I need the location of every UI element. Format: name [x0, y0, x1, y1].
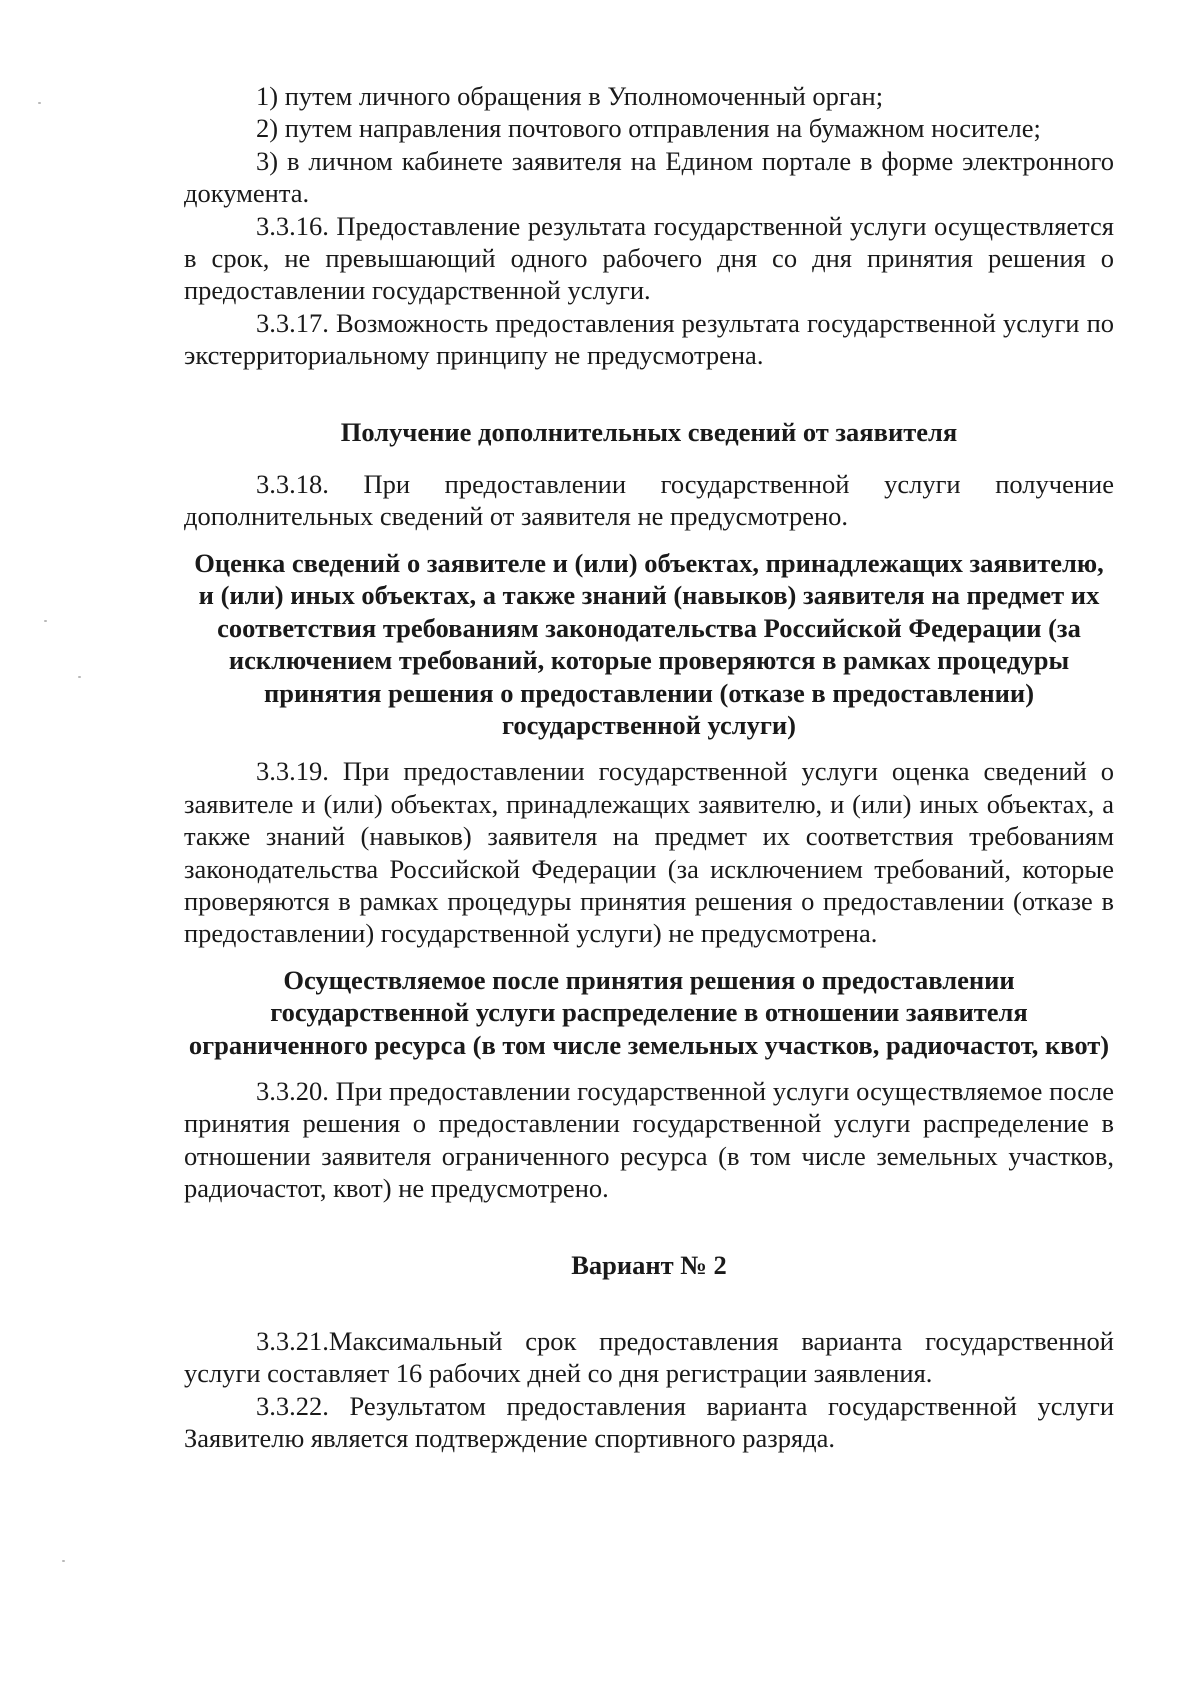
spacer: [184, 1205, 1114, 1249]
scan-speck: [44, 620, 47, 622]
list-item-3: 3) в личном кабинете заявителя на Едином портале в форме электронного документа.: [184, 145, 1114, 209]
heading-additional-info: Получение дополнительных сведений от заявителя: [340, 416, 958, 447]
spacer: [184, 448, 1114, 468]
spacer: [184, 1281, 1114, 1325]
paragraph-3-3-21: 3.3.21.Максимальный срок предоставления варианта государственной услуги составляет 16 рабочих дней со дня регистрации заявления.: [184, 1326, 1114, 1389]
heading-distribution: Осуществляемое после принятия решения о предоставлении государственной услуги распределение в отношении заявителя ограниченного ресурса (в том числе земельных участков, радиочастот, квот): [188, 964, 1110, 1060]
scan-speck: [38, 102, 41, 104]
heading-variant-2: Вариант № 2: [571, 1249, 727, 1280]
spacer: [184, 372, 1114, 416]
spacer: [184, 950, 1114, 964]
scan-speck: [78, 676, 81, 678]
paragraph-3-3-17: 3.3.17. Возможность предоставления результата государственной услуги по экстерриториальному принципу не предусмотрена.: [184, 307, 1114, 371]
paragraph-3-3-19: 3.3.19. При предоставлении государственной услуги оценка сведений о заявителе и (или) объектах, принадлежащих заявителю, и (или) иных объектах, а также знаний (навыков) заявителя на предмет их соответствия требованиям законодательства Российской Федерации (за исключением требований, которые проверяются в рамках процедуры принятия решения о предоставлении (отказе в предоставлении) государственной услуги) не предусмотрена.: [184, 756, 1114, 949]
paragraph-3-3-20: 3.3.20. При предоставлении государственной услуги осуществляемое после принятия решения о предоставлении государственной услуги распределение в отношении заявителя ограниченного ресурса (в том числе земельных участков, радиочастот, квот) не предусмотрено.: [184, 1075, 1114, 1204]
document-body: [184, 80, 1114, 1455]
scan-speck: [62, 1560, 65, 1562]
list-item-1: 1) путем личного обращения в Уполномоченный орган;: [256, 81, 884, 111]
list-item-2: 2) путем направления почтового отправления на бумажном носителе;: [256, 113, 1041, 144]
paragraph-3-3-18: 3.3.18. При предоставлении государственной услуги получение дополнительных сведений от заявителя не предусмотрено.: [184, 469, 1114, 532]
paragraph-3-3-16: 3.3.16. Предоставление результата государственной услуги осуществляется в срок, не превышающий одного рабочего дня со дня принятия решения о предоставлении государственной услуги.: [184, 210, 1114, 306]
spacer: [184, 533, 1114, 547]
spacer: [184, 741, 1114, 755]
spacer: [184, 1061, 1114, 1075]
heading-assessment: Оценка сведений о заявителе и (или) объектах, принадлежащих заявителю, и (или) иных объектах, а также знаний (навыков) заявителя на предмет их соответствия требованиям законодательства Российской Федерации (за исключением требований, которые проверяются в рамках процедуры принятия решения о предоставлении (отказе в предоставлении) государственной услуги): [194, 547, 1104, 740]
paragraph-3-3-22: 3.3.22. Результатом предоставления варианта государственной услуги Заявителю является подтверждение спортивного разряда.: [184, 1390, 1114, 1454]
